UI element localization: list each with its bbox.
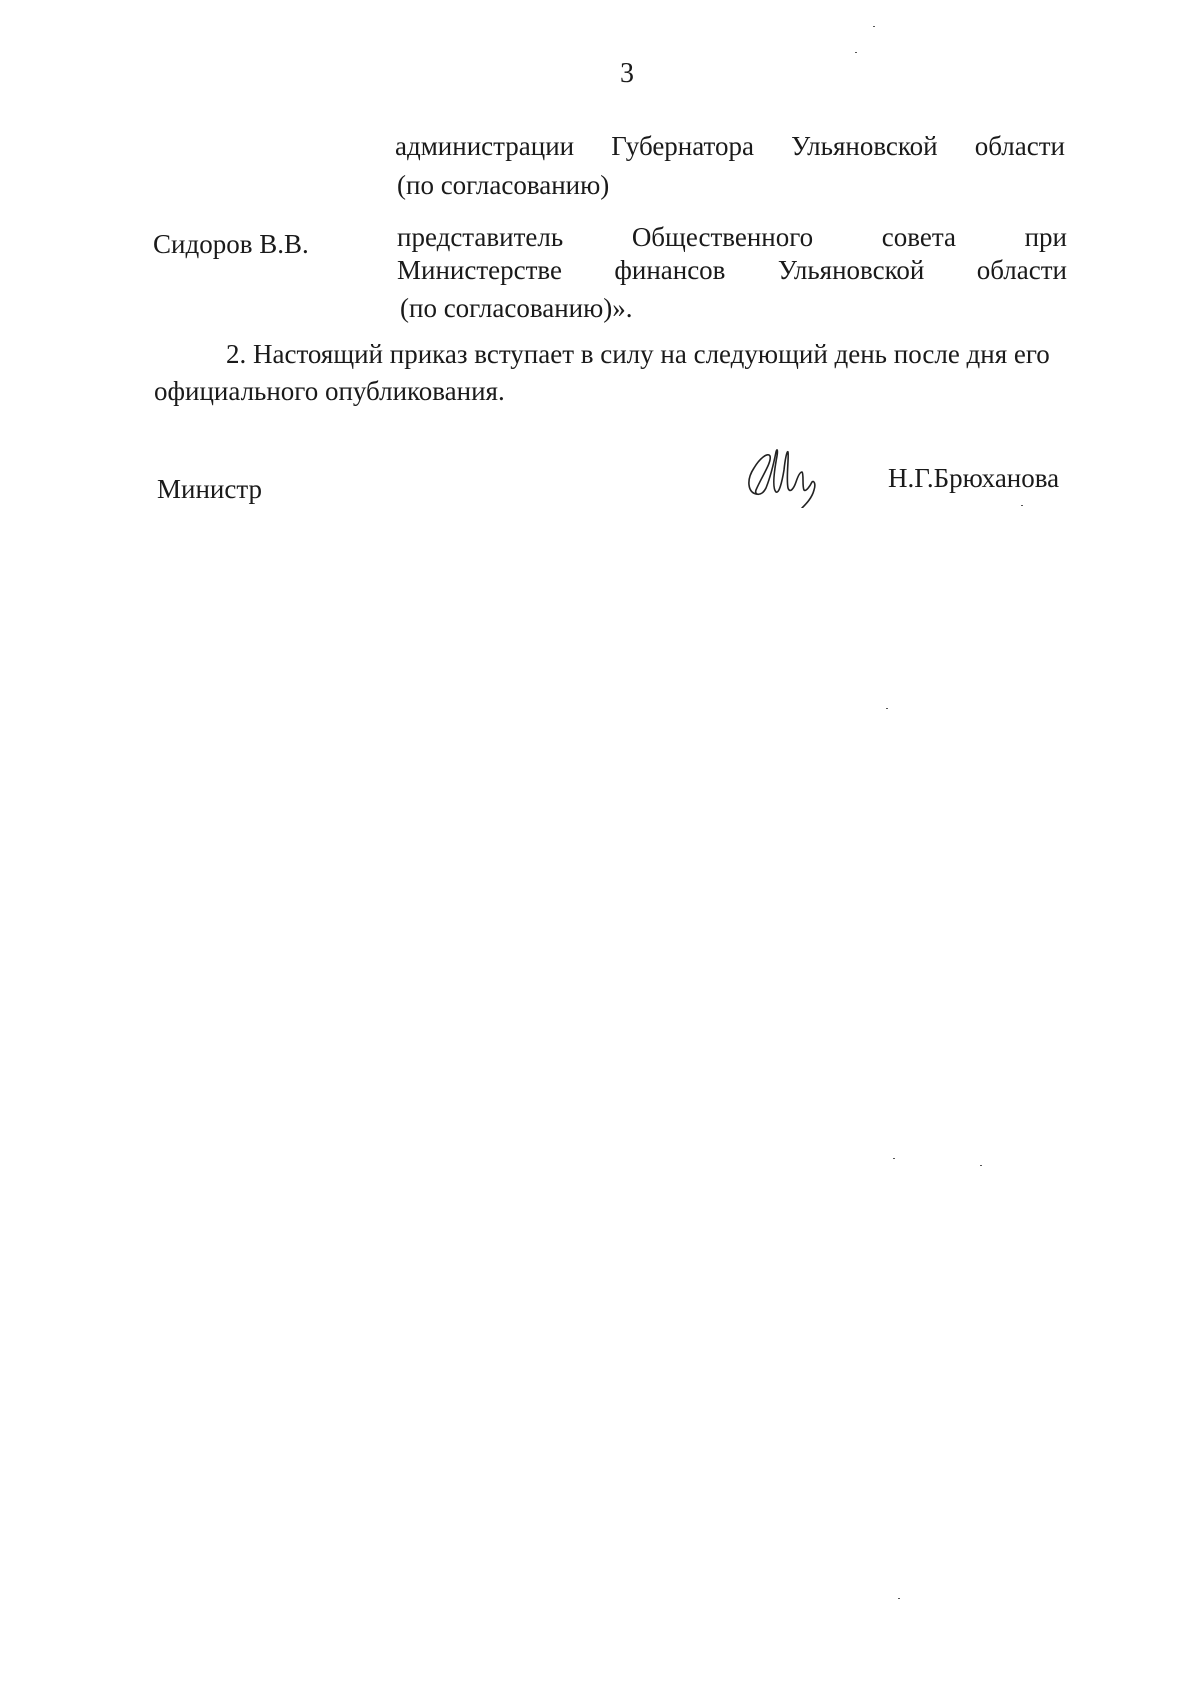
member-description-line3: (по согласованию)». <box>400 293 633 323</box>
word: совета <box>881 222 956 252</box>
signatory-title: Министр <box>157 474 262 504</box>
member-name: Сидоров В.В. <box>153 229 309 259</box>
member-description-line2 <box>397 254 1067 286</box>
scan-speck <box>873 26 875 27</box>
word: при <box>1024 222 1067 252</box>
handwritten-signature <box>742 442 822 508</box>
scan-speck <box>855 52 857 53</box>
scan-speck <box>1021 505 1023 506</box>
word: Министерстве <box>397 255 562 285</box>
entry-continuation-line2: (по согласованию) <box>397 170 610 200</box>
scan-speck <box>893 1158 895 1159</box>
word: Ульяновской <box>791 131 938 161</box>
word: области <box>974 131 1065 161</box>
word: финансов <box>614 255 726 285</box>
page-number: 3 <box>620 58 634 89</box>
entry-continuation-line1 <box>395 130 1065 162</box>
word: представитель <box>397 222 564 252</box>
word: Губернатора <box>611 131 754 161</box>
word: администрации <box>395 131 575 161</box>
scan-speck <box>886 708 888 709</box>
clause2-line1: 2. Настоящий приказ вступает в силу на следующий день после дня его <box>226 339 1050 369</box>
member-description-line1 <box>397 221 1067 253</box>
word: Общественного <box>631 222 814 252</box>
scan-speck <box>898 1598 900 1599</box>
word: Ульяновской <box>777 255 925 285</box>
word: области <box>976 255 1067 285</box>
clause2-line2: официального опубликования. <box>154 376 505 406</box>
signer-name: Н.Г.Брюханова <box>888 463 1060 493</box>
scan-speck <box>980 1165 982 1166</box>
